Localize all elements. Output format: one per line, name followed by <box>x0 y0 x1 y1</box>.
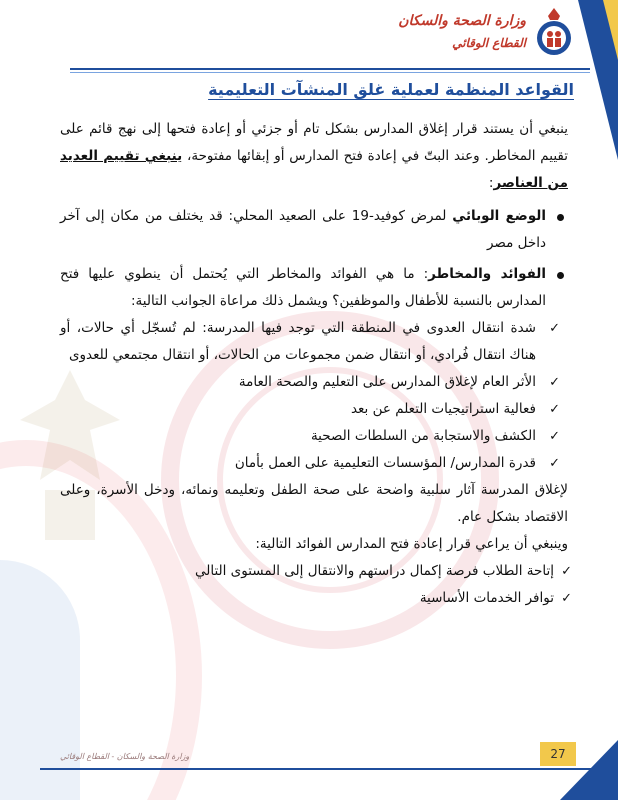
check-list-outer <box>60 558 572 612</box>
check-text: شدة انتقال العدوى في المنطقة التي توجد فيها المدرسة: لم تُسجّل أي حالات، أو هناك انتقال فُرادي، أو انتقال ضمن مجموعات من الحالات، أو انتقال مجتمعي للعدوى <box>60 320 536 363</box>
check-text: فعالية استراتيجيات التعلم عن بعد <box>350 401 536 417</box>
list-item <box>60 369 568 396</box>
check-text: الكشف والاستجابة من السلطات الصحية <box>310 428 536 444</box>
intro-underlined: ينبغي تقييم العديد من العناصر <box>60 148 568 191</box>
bullet-heading: الفوائد والمخاطر <box>428 266 547 282</box>
corner-decoration-icon <box>560 740 618 800</box>
check-list-inner <box>60 315 568 477</box>
bullet-list <box>60 203 568 315</box>
ministry-logo-icon <box>532 6 576 60</box>
intro-paragraph <box>60 116 568 197</box>
list-item <box>60 315 568 369</box>
intro-text: ينبغي أن يستند قرار إغلاق المدارس بشكل تام أو جزئي أو إعادة فتحها إلى نهج قائم على تقييم المخاطر. وعند البتّ في إعادة فتح المدارس أو إبقائها مفتوحة، <box>60 121 568 164</box>
checkmark-icon: ✓ <box>549 456 560 471</box>
bullet-icon <box>557 214 564 221</box>
list-item <box>60 203 568 257</box>
intro-colon: : <box>488 175 494 191</box>
checkmark-icon: ✓ <box>561 564 572 579</box>
check-text: الأثر العام لإغلاق المدارس على التعليم والصحة العامة <box>238 374 536 390</box>
page-number: 27 <box>540 742 576 766</box>
bullet-text: : ما هي الفوائد والمخاطر التي يُحتمل أن ينطوي عليها فتح المدارس بالنسبة للأطفال والموظفين؟ ويشمل ذلك مراعاة الجوانب التالية: <box>60 266 546 309</box>
bullet-icon <box>557 272 564 279</box>
footer-rule <box>40 768 600 770</box>
checkmark-icon: ✓ <box>561 591 572 606</box>
list-item <box>60 450 568 477</box>
check-text: توافر الخدمات الأساسية <box>419 590 554 606</box>
check-text: إتاحة الطلاب فرصة إكمال دراستهم والانتقال إلى المستوى التالي <box>194 563 554 579</box>
checkmark-icon: ✓ <box>549 321 560 336</box>
list-item <box>60 423 568 450</box>
list-item <box>60 558 572 585</box>
list-item <box>60 261 568 315</box>
footer-text: وزارة الصحة والسكان - القطاع الوقائي <box>60 752 190 761</box>
bullet-text: لمرض كوفيد-19 على الصعيد المحلي: قد يختلف من مكان إلى آخر داخل مصر <box>60 208 546 251</box>
bullet-heading: الوضع الوبائي <box>452 208 546 224</box>
document-body <box>60 116 572 612</box>
ministry-name <box>376 10 526 54</box>
list-item <box>60 585 572 612</box>
checkmark-icon: ✓ <box>549 375 560 390</box>
checkmark-icon: ✓ <box>549 402 560 417</box>
effects-paragraph: لإغلاق المدرسة آثار سلبية واضحة على صحة الطفل وتعليمه ونمائه، ودخل الأسرة، وعلى الاقتصاد بشكل عام. <box>60 482 568 525</box>
check-text: قدرة المدارس/ المؤسسات التعليمية على العمل بأمان <box>234 455 536 471</box>
ministry-line1: وزارة الصحة والسكان <box>398 13 526 29</box>
ministry-line2: القطاع الوقائي <box>452 36 526 50</box>
header-rule <box>70 72 590 73</box>
list-item <box>60 396 568 423</box>
benefits-intro: وينبغي أن يراعي قرار إعادة فتح المدارس الفوائد التالية: <box>255 536 568 552</box>
checkmark-icon: ✓ <box>549 429 560 444</box>
header-rule <box>70 68 590 70</box>
section-title: القواعد المنظمة لعملية غلق المنشآت التعليمية <box>208 80 574 99</box>
